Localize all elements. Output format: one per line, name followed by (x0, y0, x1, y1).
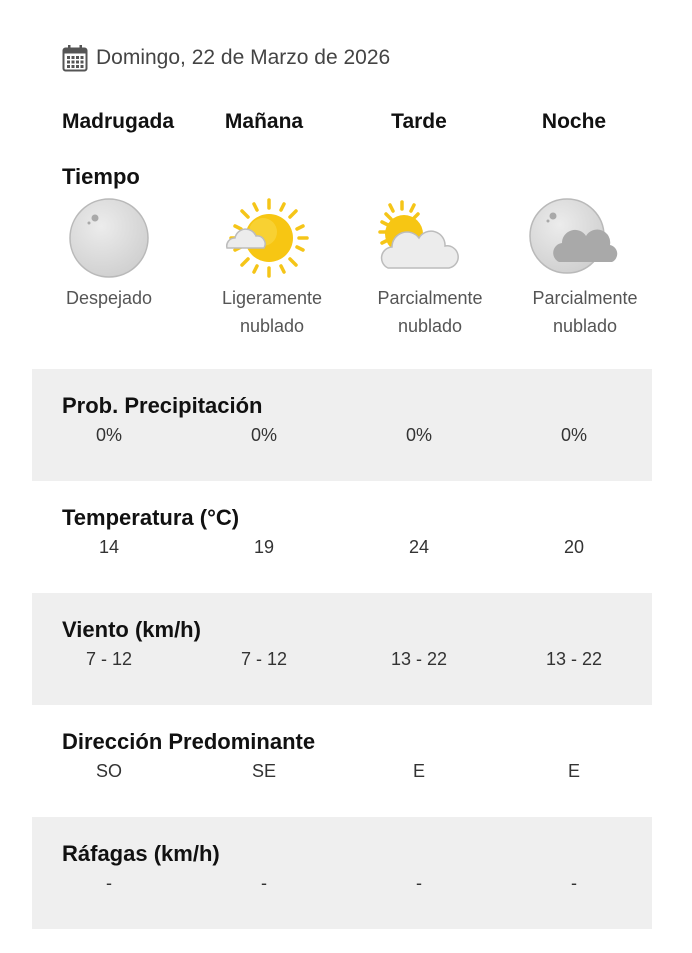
period-manana: Mañana (224, 110, 304, 133)
weather-section-title: Tiempo (62, 164, 140, 189)
sun-light-cloud-icon (219, 196, 309, 282)
precipitation-value: 0% (405, 425, 433, 445)
desc-line: nublado (552, 316, 618, 336)
gusts-value: - (261, 873, 267, 893)
period-headers (0, 110, 692, 140)
wind-direction-row (32, 705, 652, 817)
wind-value: 7 - 12 (85, 649, 133, 669)
moon-cloud-icon (529, 196, 619, 282)
temperature-row (32, 481, 652, 593)
desc-line: Parcialmente (377, 288, 483, 308)
gusts-value: - (106, 873, 112, 893)
desc-line: Parcialmente (532, 288, 638, 308)
precipitation-title: Prob. Precipitación (62, 393, 263, 418)
gusts-title: Ráfagas (km/h) (62, 841, 220, 866)
weather-desc-madrugada (66, 284, 152, 312)
temperature-value: 20 (563, 537, 585, 557)
precipitation-value: 0% (95, 425, 123, 445)
gusts-value: - (416, 873, 422, 893)
temperature-value: 24 (408, 537, 430, 557)
wind-value: 13 - 22 (545, 649, 603, 669)
temperature-value: 19 (253, 537, 275, 557)
wind-direction-value: SO (95, 761, 123, 781)
wind-direction-value: SE (251, 761, 277, 781)
weather-desc-manana (222, 284, 322, 340)
precipitation-row (32, 369, 652, 481)
wind-title: Viento (km/h) (62, 617, 201, 642)
moon-clear-icon (64, 196, 154, 282)
weather-icons (0, 196, 692, 282)
precipitation-value: 0% (250, 425, 278, 445)
temperature-title: Temperatura (°C) (62, 505, 240, 530)
desc-line: nublado (397, 316, 463, 336)
wind-value: 13 - 22 (390, 649, 448, 669)
wind-direction-title: Dirección Predominante (62, 729, 316, 754)
gusts-row (32, 817, 652, 929)
period-noche: Noche (541, 110, 607, 133)
temperature-value: 14 (98, 537, 120, 557)
wind-direction-value: E (412, 761, 426, 781)
weather-desc-tarde (377, 284, 482, 340)
wind-row (32, 593, 652, 705)
calendar-icon (62, 44, 88, 72)
sun-cloud-icon (374, 196, 464, 282)
gusts-value: - (571, 873, 577, 893)
period-madrugada: Madrugada (61, 110, 175, 133)
precipitation-value: 0% (560, 425, 588, 445)
wind-direction-value: E (567, 761, 581, 781)
weather-desc-noche (532, 284, 637, 340)
desc-line: nublado (239, 316, 305, 336)
desc-line: Ligeramente (221, 288, 323, 308)
weather-descriptions (0, 284, 692, 344)
wind-value: 7 - 12 (240, 649, 288, 669)
period-tarde: Tarde (391, 110, 447, 133)
desc-line: Despejado (65, 288, 153, 308)
date-text: Domingo, 22 de Marzo de 2026 (96, 46, 391, 69)
date-header (62, 44, 390, 72)
